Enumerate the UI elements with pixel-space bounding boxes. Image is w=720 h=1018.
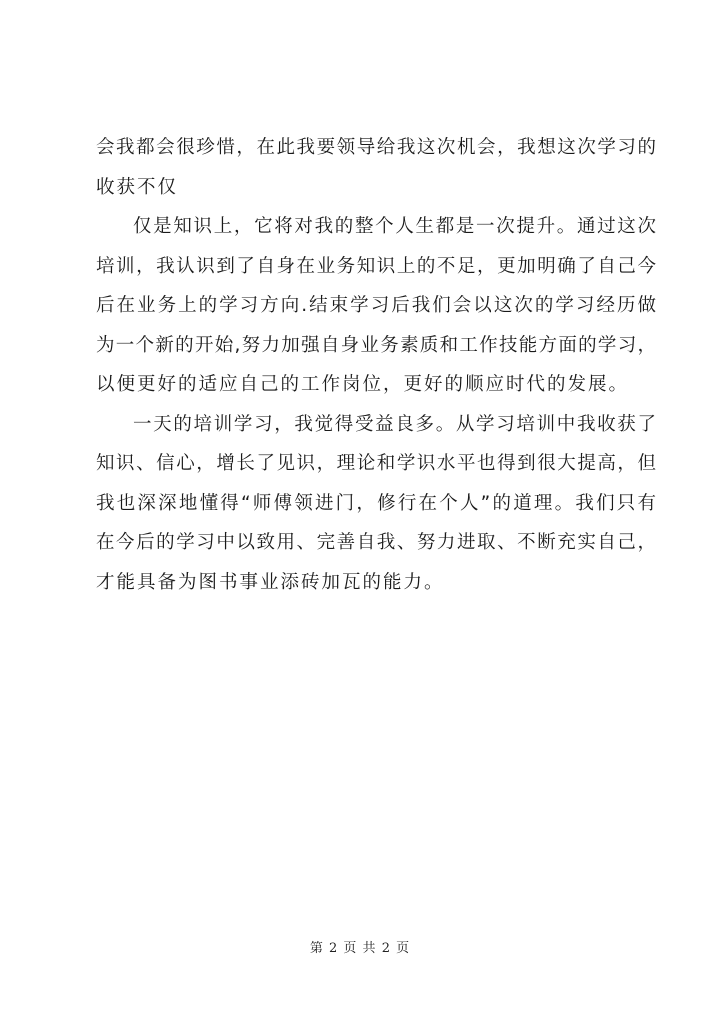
text-line: 会我都会很珍惜，在此我要领导给我这次机会，我想这次学习的 xyxy=(96,137,656,158)
paragraph-start-line: 一天的培训学习，我觉得受益良多。从学习培训中我收获了 xyxy=(133,413,656,435)
text-line: 以便更好的适应自己的工作岗位，更好的顺应时代的发展。 xyxy=(96,374,630,395)
text-line: 为一个新的开始,努力加强自身业务素质和工作技能方面的学习， xyxy=(96,334,656,356)
text-line: 才能具备为图书事业添砖加瓦的能力。 xyxy=(96,571,445,593)
paragraph-start-line: 仅是知识上，它将对我的整个人生都是一次提升。通过这次 xyxy=(133,216,656,237)
text-line: 收获不仅 xyxy=(96,176,179,198)
document-body xyxy=(96,128,656,602)
text-line: 培训，我认识到了自身在业务知识上的不足，更加明确了自己今 xyxy=(96,255,656,277)
text-line: 知识、信心，增长了见识，理论和学识水平也得到很大提高，但 xyxy=(96,453,656,474)
text-line: 后在业务上的学习方向.结束学习后我们会以这次的学习经历做 xyxy=(96,295,656,316)
text-line: 我也深深地懂得“师傅领进门，修行在个人”的道理。我们只有 xyxy=(96,492,656,514)
text-line: 在今后的学习中以致用、完善自我、努力进取、不断充实自己， xyxy=(96,532,656,553)
page-number-footer: 第 2 页 共 2 页 xyxy=(309,941,411,956)
